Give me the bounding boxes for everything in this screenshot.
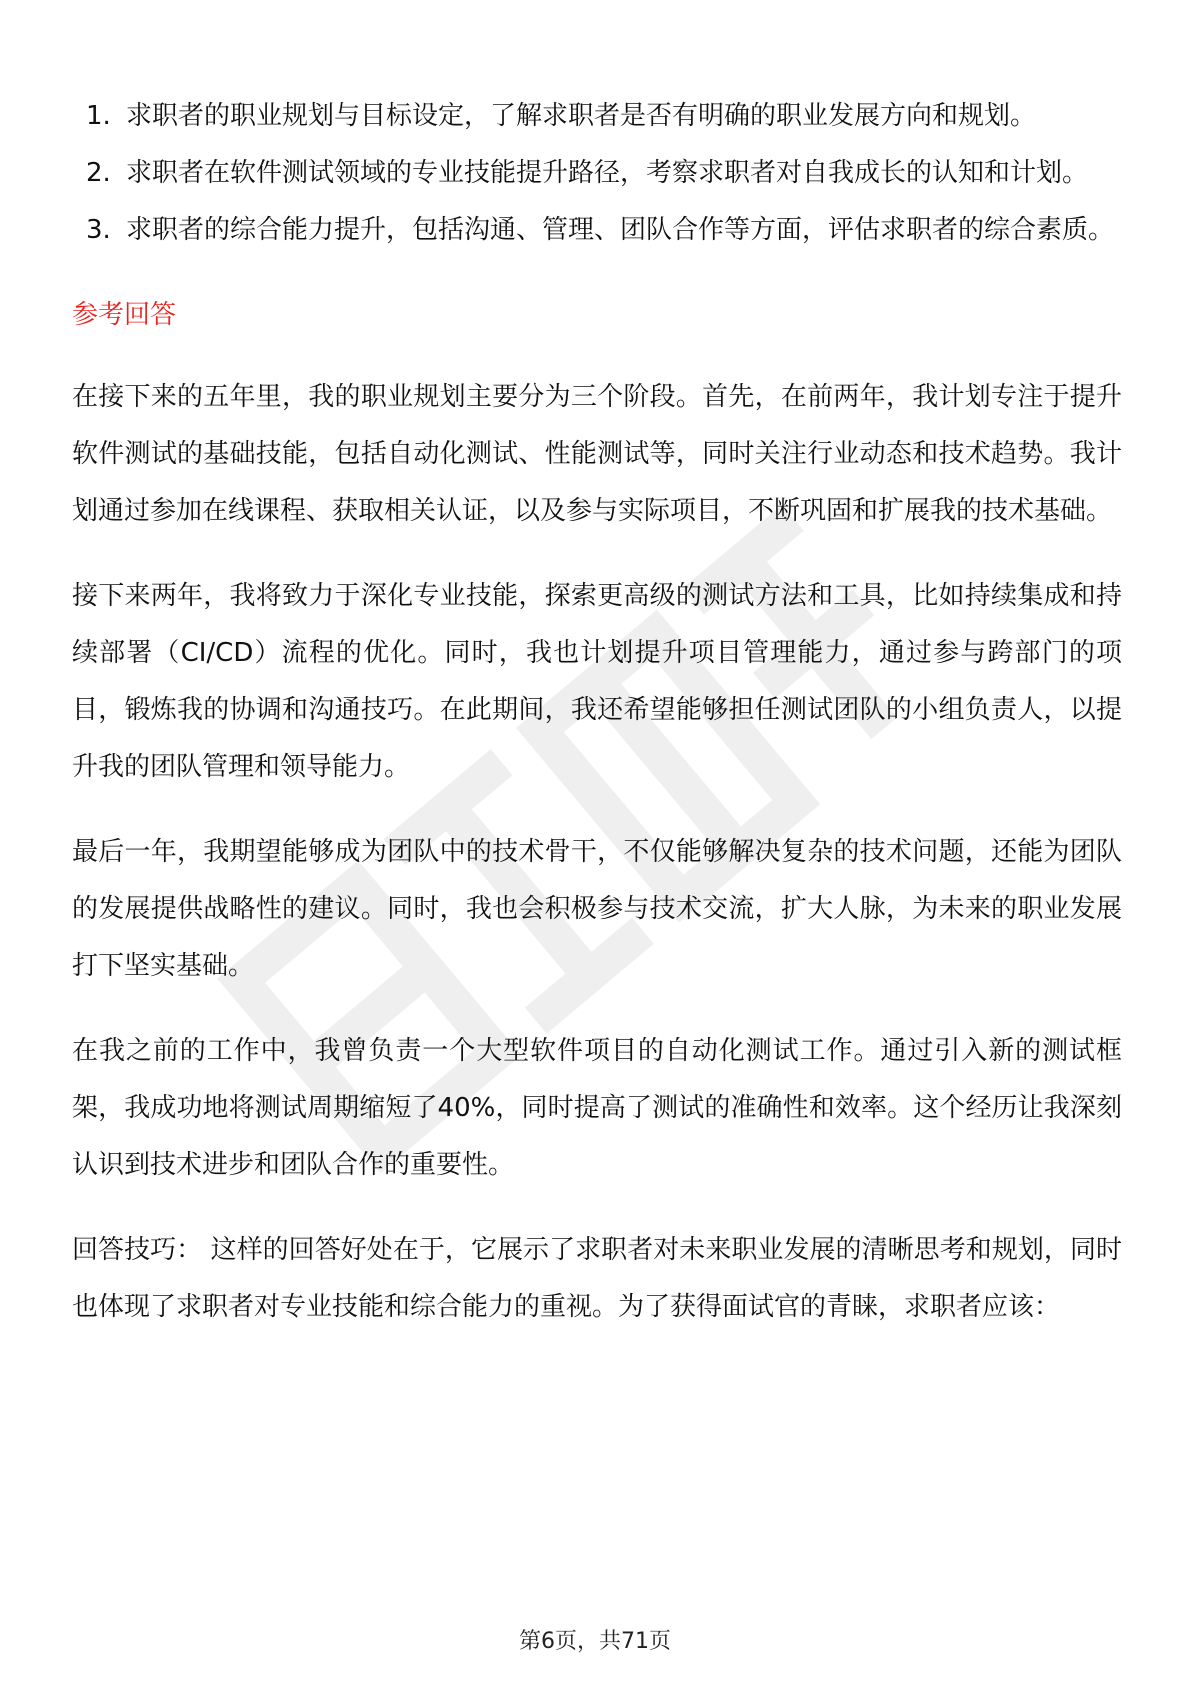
page-content bbox=[72, 88, 1122, 1364]
answer-paragraph: 在接下来的五年里，我的职业规划主要分为三个阶段。首先，在前两年，我计划专注于提升软件测试的基础技能，包括自动化测试、性能测试等，同时关注行业动态和技术趋势。我计划通过参加在线课程、获取相关认证，以及参与实际项目，不断巩固和扩展我的技术基础。 bbox=[72, 382, 1122, 526]
answer-paragraph: 接下来两年，我将致力于深化专业技能，探索更高级的测试方法和工具，比如持续集成和持续部署（CI/CD）流程的优化。同时，我也计划提升项目管理能力，通过参与跨部门的项目，锻炼我的协调和沟通技巧。在此期间，我还希望能够担任测试团队的小组负责人，以提升我的团队管理和领导能力。 bbox=[72, 581, 1122, 782]
answer-paragraph: 最后一年，我期望能够成为团队中的技术骨干，不仅能够解决复杂的技术问题，还能为团队的发展提供战略性的建议。同时，我也会积极参与技术交流，扩大人脉，为未来的职业发展打下坚实基础。 bbox=[72, 837, 1122, 981]
answer-tips-paragraph: 回答技巧： 这样的回答好处在于，它展示了求职者对未来职业发展的清晰思考和规划，同时也体现了求职者对专业技能和综合能力的重视。为了获得面试官的青睐，求职者应该： bbox=[72, 1235, 1122, 1322]
list-item bbox=[72, 202, 1122, 259]
list-item-text: 求职者的综合能力提升，包括沟通、管理、团队合作等方面，评估求职者的综合素质。 bbox=[126, 215, 1115, 245]
list-item-text: 求职者在软件测试领域的专业技能提升路径，考察求职者对自我成长的认知和计划。 bbox=[126, 158, 1089, 188]
page-number-footer: 第6页，共71页 bbox=[519, 1629, 671, 1654]
answer-paragraph: 在我之前的工作中，我曾负责一个大型软件项目的自动化测试工作。通过引入新的测试框架，我成功地将测试周期缩短了40%，同时提高了测试的准确性和效率。这个经历让我深刻认识到技术进步和团队合作的重要性。 bbox=[72, 1036, 1122, 1180]
list-item-text: 求职者的职业规划与目标设定，了解求职者是否有明确的职业发展方向和规划。 bbox=[126, 101, 1037, 131]
list-item-number: 1. bbox=[86, 101, 111, 131]
numbered-list bbox=[72, 88, 1122, 259]
list-item bbox=[72, 88, 1122, 145]
section-heading: 参考回答 bbox=[72, 300, 177, 330]
list-item-number: 3. bbox=[86, 215, 111, 245]
list-item-number: 2. bbox=[86, 158, 111, 188]
list-item bbox=[72, 145, 1122, 202]
